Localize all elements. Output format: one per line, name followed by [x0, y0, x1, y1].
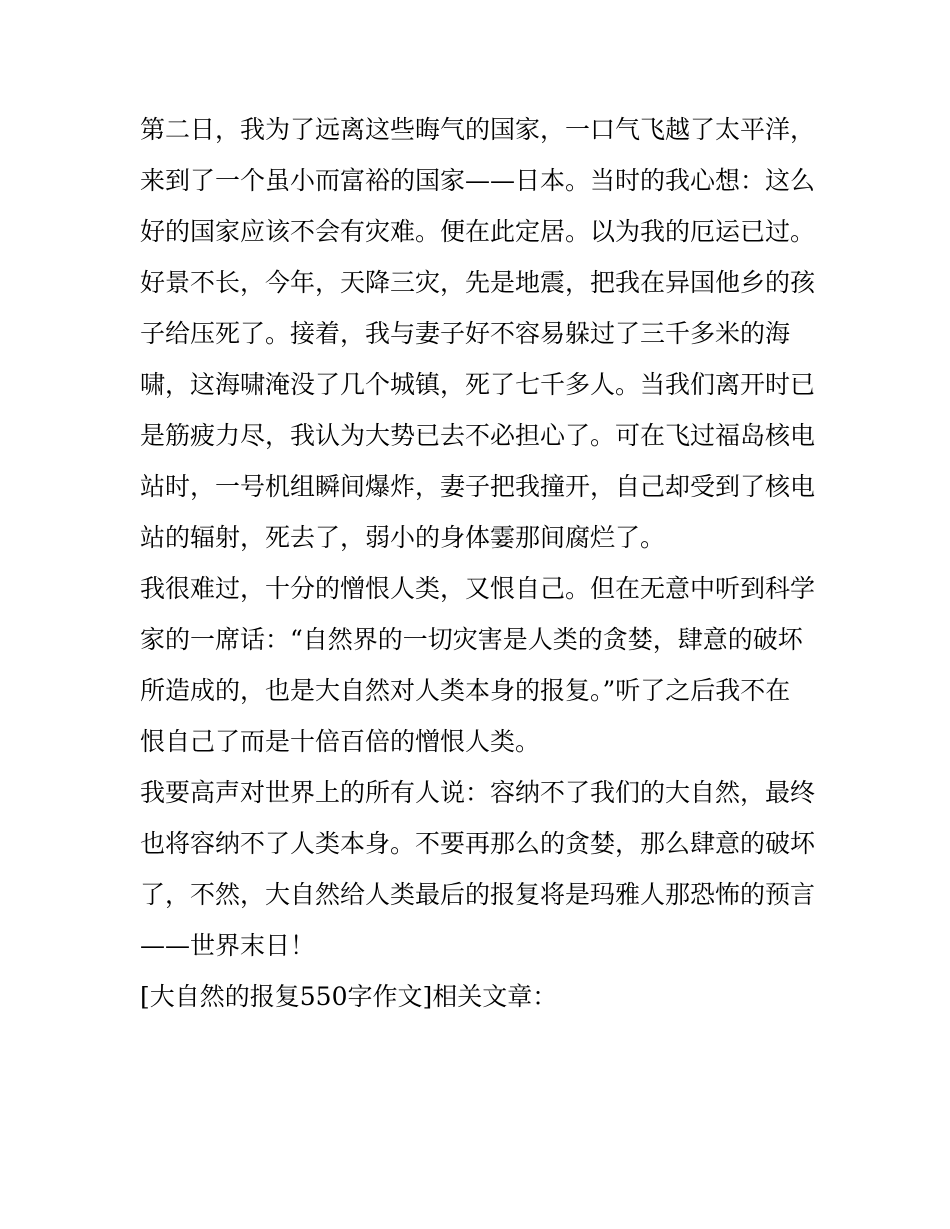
text-line: ——世界末日！ — [140, 931, 316, 960]
text-line: 站时，一号机组瞬间爆炸，妻子把我撞开，自己却受到了核电 — [140, 472, 816, 501]
text-line: 好景不长，今年，天降三灾，先是地震，把我在异国他乡的孩 — [140, 268, 816, 297]
paragraph — [140, 104, 820, 563]
related-articles-heading — [140, 971, 820, 1022]
text-line: [大自然的报复550字作文]相关文章： — [140, 982, 558, 1011]
paragraph — [140, 563, 820, 767]
text-line: 所造成的，也是大自然对人类本身的报复。”听了之后我不在 — [140, 676, 791, 705]
text-line: 是筋疲力尽，我认为大势已去不必担心了。可在飞过福岛核电 — [140, 421, 816, 450]
text-line: 也将容纳不了人类本身。不要再那么的贪婪，那么肆意的破坏 — [140, 829, 816, 858]
text-line: 站的辐射，死去了，弱小的身体霎那间腐烂了。 — [140, 523, 666, 552]
text-line: 我要高声对世界上的所有人说：容纳不了我们的大自然，最终 — [140, 778, 816, 807]
text-line: 第二日，我为了远离这些晦气的国家，一口气飞越了太平洋， — [140, 115, 816, 144]
text-line: 来到了一个虽小而富裕的国家——日本。当时的我心想：这么 — [140, 166, 816, 195]
body-text — [140, 104, 820, 1022]
text-line: 家的一席话：“自然界的一切灾害是人类的贪婪，肆意的破坏 — [140, 625, 803, 654]
text-line: 恨自己了而是十倍百倍的憎恨人类。 — [140, 727, 541, 756]
paragraph — [140, 767, 820, 971]
text-line: 了，不然，大自然给人类最后的报复将是玛雅人那恐怖的预言 — [140, 880, 816, 909]
text-line: 我很难过，十分的憎恨人类，又恨自己。但在无意中听到科学 — [140, 574, 816, 603]
text-line: 好的国家应该不会有灾难。便在此定居。以为我的厄运已过。 — [140, 217, 816, 246]
text-line: 子给压死了。接着，我与妻子好不容易躲过了三千多米的海 — [140, 319, 791, 348]
text-line: 啸，这海啸淹没了几个城镇，死了七千多人。当我们离开时已 — [140, 370, 816, 399]
